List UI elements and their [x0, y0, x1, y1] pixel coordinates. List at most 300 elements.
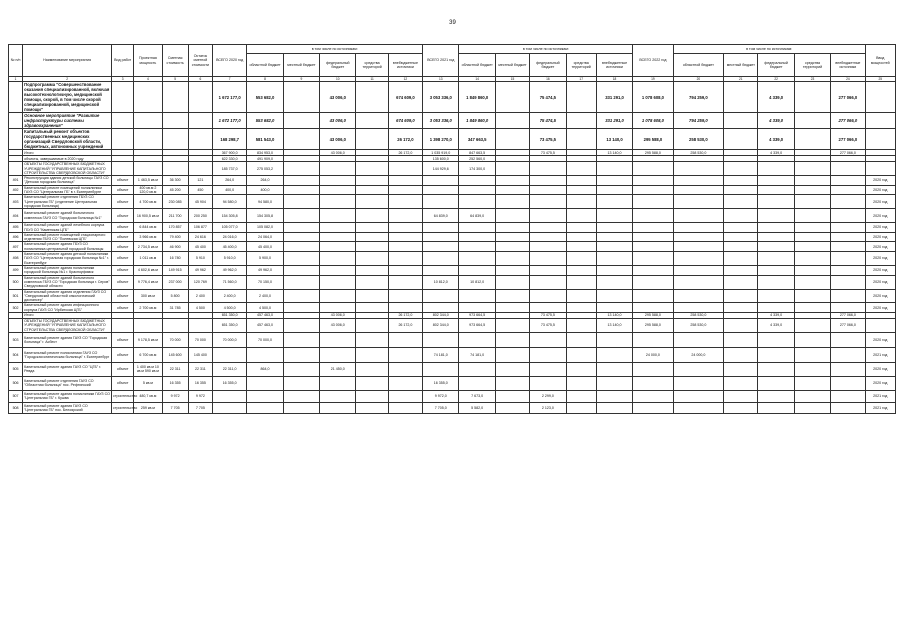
row-cell [530, 242, 566, 252]
row-cell [356, 162, 388, 176]
row-cell [283, 390, 319, 402]
row-cell: 3 966 кв.м [134, 232, 162, 242]
row-cell [566, 129, 596, 150]
row-cell [794, 362, 830, 376]
table-row [9, 347, 896, 362]
row-cell: объект [112, 223, 134, 233]
row-cell: строительство [112, 402, 134, 413]
row-cell [724, 332, 758, 347]
row-cell [356, 289, 388, 303]
row-cell [794, 332, 830, 347]
row-cell [356, 223, 388, 233]
row-cell [388, 402, 422, 413]
row-cell: 46 900 [162, 242, 188, 252]
row-cell [596, 209, 632, 223]
row-cell [495, 376, 529, 390]
row-cell: 26 172,0 [388, 150, 422, 156]
row-cell [724, 319, 758, 333]
row-cell [495, 289, 529, 303]
row-cell: 121 [188, 176, 212, 186]
row-cell [724, 209, 758, 223]
row-cell: 94 580,0 [213, 195, 247, 209]
row-number: 501 [9, 289, 23, 303]
row-number [9, 129, 23, 150]
row-cell: 258 530,0 [673, 129, 724, 150]
row-cell: 252 560,0 [459, 156, 495, 162]
row-cell [388, 176, 422, 186]
row-cell [673, 303, 724, 313]
column-index: 9 [283, 77, 319, 82]
row-cell [356, 129, 388, 150]
row-cell [596, 362, 632, 376]
row-cell: 168 298,7 [213, 129, 247, 150]
row-cell [320, 185, 356, 195]
row-cell [673, 289, 724, 303]
row-cell [673, 376, 724, 390]
row-cell [459, 303, 495, 313]
row-cell: 651 350,0 [213, 319, 247, 333]
table-row [9, 242, 896, 252]
row-cell: 2 400,0 [247, 289, 283, 303]
row-cell [724, 232, 758, 242]
table-row [9, 376, 896, 390]
row-cell: 75 474,5 [530, 113, 566, 129]
column-index: 2 [23, 77, 112, 82]
row-cell [758, 242, 794, 252]
row-cell: 2020 год [865, 275, 895, 289]
row-cell: 73 475,5 [530, 150, 566, 156]
row-name: Капитальный ремонт здания детской поликлиники ГАУЗ СО "Центральная городская больница №1" г. Екатеринбург [23, 252, 112, 266]
row-cell [283, 162, 319, 176]
table-row [9, 129, 896, 150]
row-cell [213, 402, 247, 413]
table-row [9, 185, 896, 195]
row-cell: 295 588,0 [633, 319, 673, 333]
row-cell: 367 900,0 [213, 150, 247, 156]
row-cell [831, 303, 865, 313]
column-index: 16 [530, 77, 566, 82]
column-index: 19 [633, 77, 673, 82]
row-cell [794, 129, 830, 150]
row-cell: 973 664,5 [459, 319, 495, 333]
row-cell [794, 232, 830, 242]
row-cell: 49 962,0 [213, 265, 247, 275]
row-cell [495, 332, 529, 347]
row-number [9, 319, 23, 333]
row-cell [794, 289, 830, 303]
row-cell: 105 082,0 [247, 223, 283, 233]
row-cell [566, 113, 596, 129]
row-cell: 277 066,0 [831, 319, 865, 333]
header-total-2020: ВСЕГО 2020 год [213, 45, 247, 77]
row-name: Капитальный ремонт помещений стационарного отделения ГБУЗ СО "Полевская ЦГБ" [23, 232, 112, 242]
row-cell [758, 185, 794, 195]
row-cell: 45 400,0 [213, 242, 247, 252]
row-cell [356, 332, 388, 347]
row-cell [459, 252, 495, 266]
row-cell [530, 185, 566, 195]
row-cell: 5 кв.м [134, 376, 162, 390]
row-cell: 13 140,0 [596, 313, 632, 319]
row-cell [530, 252, 566, 266]
row-cell [633, 195, 673, 209]
row-cell [530, 332, 566, 347]
row-cell [188, 129, 212, 150]
row-cell [283, 402, 319, 413]
row-cell: 2020 год [865, 232, 895, 242]
column-index: 8 [247, 77, 283, 82]
row-cell: 36 300 [162, 176, 188, 186]
table-row [9, 195, 896, 209]
row-cell [673, 242, 724, 252]
row-cell [758, 362, 794, 376]
row-cell [724, 275, 758, 289]
row-cell: 2020 год [865, 376, 895, 390]
row-cell [495, 347, 529, 362]
row-cell [724, 390, 758, 402]
row-cell [865, 129, 895, 150]
row-cell [388, 223, 422, 233]
column-index: 4 [134, 77, 162, 82]
row-name: Капитальный ремонт здания ГАУЗ СО "Городская больница" г. Асбест [23, 332, 112, 347]
row-cell [794, 162, 830, 176]
row-cell: 24 616 [188, 232, 212, 242]
row-cell [213, 347, 247, 362]
row-cell: 43 006,0 [320, 150, 356, 156]
column-index: 12 [388, 77, 422, 82]
row-cell: 94 580,0 [247, 195, 283, 209]
row-cell [596, 185, 632, 195]
row-cell: 22 311 [188, 362, 212, 376]
row-cell [566, 82, 596, 113]
table-row [9, 362, 896, 376]
row-cell [495, 185, 529, 195]
row-cell: 1 398 270,0 [423, 129, 459, 150]
row-cell [633, 223, 673, 233]
row-cell [388, 232, 422, 242]
row-cell: 4 339,0 [758, 113, 794, 129]
row-cell [794, 209, 830, 223]
row-name: Капитальный ремонт отделения ГБУЗ СО "Центральная ГБ" (отделение Центральная городская больница) [23, 195, 112, 209]
row-cell: 1 672 177,0 [213, 82, 247, 113]
row-cell: 2021 год [865, 390, 895, 402]
row-cell: 170 857 [162, 223, 188, 233]
row-cell [633, 232, 673, 242]
row-cell: 45 400 [188, 242, 212, 252]
sub-header: областной бюджет [459, 54, 495, 77]
row-cell: 9 776,4 кв.м [134, 275, 162, 289]
row-cell [320, 232, 356, 242]
row-cell [495, 223, 529, 233]
column-index: 24 [831, 77, 865, 82]
row-cell: 275 053,2 [247, 162, 283, 176]
row-number [9, 113, 23, 129]
row-cell [283, 347, 319, 362]
row-cell [283, 82, 319, 113]
row-cell [758, 390, 794, 402]
row-cell [633, 242, 673, 252]
row-cell [673, 265, 724, 275]
table-row [9, 402, 896, 413]
row-name: Итого [23, 150, 112, 156]
row-cell [188, 82, 212, 113]
column-index: 5 [162, 77, 188, 82]
row-cell: 2 700 кв.м [134, 303, 162, 313]
row-cell: 2 400 [188, 289, 212, 303]
row-cell [673, 402, 724, 413]
row-cell [566, 289, 596, 303]
column-index: 21 [724, 77, 758, 82]
row-cell [673, 332, 724, 347]
row-cell [188, 162, 212, 176]
row-name: Капитальный ремонт здания ГАУЗ СО "Центральная ГБ" пос. Белоярский [23, 402, 112, 413]
row-cell [247, 347, 283, 362]
row-cell [495, 303, 529, 313]
table-row [9, 82, 896, 113]
row-cell [633, 332, 673, 347]
row-cell: объект [112, 376, 134, 390]
row-number: 491 [9, 176, 23, 186]
row-cell [423, 176, 459, 186]
row-cell [495, 265, 529, 275]
row-cell: 9 178,5 кв.м [134, 332, 162, 347]
header-group-2022: в том числе по источникам: [673, 45, 865, 54]
column-index: 15 [495, 77, 529, 82]
row-cell [596, 289, 632, 303]
row-cell [794, 252, 830, 266]
row-cell [633, 303, 673, 313]
row-cell: 491 909,0 [247, 156, 283, 162]
row-cell [566, 162, 596, 176]
row-cell [530, 289, 566, 303]
row-cell: 26 172,0 [388, 313, 422, 319]
row-cell: 24 016,0 [213, 232, 247, 242]
row-cell [831, 275, 865, 289]
row-cell: 24 064,0 [247, 232, 283, 242]
row-cell [388, 347, 422, 362]
row-cell [633, 209, 673, 223]
row-cell: 24 000,0 [673, 347, 724, 362]
row-cell: 2020 год [865, 176, 895, 186]
row-cell [724, 289, 758, 303]
row-cell: 16 355,0 [423, 376, 459, 390]
row-cell [831, 376, 865, 390]
row-cell: 105 077,0 [213, 223, 247, 233]
row-cell [283, 362, 319, 376]
row-cell [320, 223, 356, 233]
row-cell: 13 140,0 [596, 129, 632, 150]
table-row [9, 113, 896, 129]
row-cell [356, 303, 388, 313]
row-cell: 2020 год [865, 223, 895, 233]
row-cell: 31 785 [162, 303, 188, 313]
sub-header: областной бюджет [247, 54, 283, 77]
row-cell [566, 347, 596, 362]
row-cell [596, 303, 632, 313]
row-cell [188, 113, 212, 129]
column-index: 1 [9, 77, 23, 82]
row-cell [673, 185, 724, 195]
row-cell: 7 705,0 [423, 402, 459, 413]
row-cell: 264,0 [247, 176, 283, 186]
header-group-2020: в том числе по источникам: [247, 45, 423, 54]
row-cell [831, 242, 865, 252]
row-cell: 5 582,0 [459, 402, 495, 413]
row-name: Капитальный ремонт здания поликлиники городской больницы №1 г. Красноуфимск [23, 265, 112, 275]
row-cell: объект [112, 242, 134, 252]
sub-header: внебюджетные источники [831, 54, 865, 77]
row-cell: 70 000 [162, 332, 188, 347]
row-cell: объект [112, 275, 134, 289]
table-row [9, 319, 896, 333]
row-cell [633, 176, 673, 186]
row-cell [633, 362, 673, 376]
row-cell [112, 162, 134, 176]
row-cell: 1 078 608,0 [633, 82, 673, 113]
row-name: Реконструкция здания детской больницы ГАУЗ СО "Детская городская больница" [23, 176, 112, 186]
row-cell [566, 242, 596, 252]
row-cell: 64 839,0 [423, 209, 459, 223]
row-cell: 480,7 кв.м [134, 390, 162, 402]
row-cell: объект [112, 265, 134, 275]
row-cell: 331 291,0 [596, 82, 632, 113]
row-cell [530, 232, 566, 242]
row-cell: 347 663,5 [459, 129, 495, 150]
row-cell [566, 195, 596, 209]
row-cell [566, 402, 596, 413]
row-cell [423, 303, 459, 313]
row-cell [530, 195, 566, 209]
row-cell: 295 588,0 [633, 313, 673, 319]
row-cell [758, 332, 794, 347]
row-cell [530, 176, 566, 186]
row-cell [283, 376, 319, 390]
row-cell: 802 344,0 [423, 319, 459, 333]
row-cell [459, 232, 495, 242]
row-cell [831, 402, 865, 413]
row-cell [724, 402, 758, 413]
row-cell [831, 252, 865, 266]
column-index: 11 [356, 77, 388, 82]
table-row [9, 303, 896, 313]
row-cell: 6 844 кв.м [134, 223, 162, 233]
table-row [9, 275, 896, 289]
row-cell [459, 289, 495, 303]
row-cell: 2020 год [865, 303, 895, 313]
row-cell [388, 376, 422, 390]
row-cell: 300 кв.м [134, 289, 162, 303]
row-cell: 331 291,0 [596, 113, 632, 129]
row-name: Основное мероприятие "Развитие инфраструктуры системы здравоохранения" [23, 113, 112, 129]
row-cell: 145 400 [188, 347, 212, 362]
row-cell [530, 209, 566, 223]
row-cell: 277 066,0 [831, 150, 865, 156]
row-cell [495, 113, 529, 129]
row-cell: 211 700 [162, 209, 188, 223]
row-cell: 1 035 919,0 [423, 150, 459, 156]
row-cell: 1 849 860,0 [459, 82, 495, 113]
budget-table [8, 44, 896, 414]
row-cell [283, 332, 319, 347]
row-cell [320, 376, 356, 390]
row-cell: 7 673,0 [459, 390, 495, 402]
row-cell [112, 82, 134, 113]
row-cell [794, 195, 830, 209]
row-cell: 581 543,0 [247, 129, 283, 150]
row-cell: 259 кв.м [134, 402, 162, 413]
row-cell [566, 319, 596, 333]
row-cell [794, 223, 830, 233]
sub-header: местный бюджет [724, 54, 758, 77]
row-cell [673, 275, 724, 289]
row-cell: 834 953,0 [247, 150, 283, 156]
row-cell [566, 232, 596, 242]
row-cell: 258 530,0 [673, 313, 724, 319]
row-name: Капитальный ремонт здания ГАУЗ СО "ЦГБ" г. Ревда [23, 362, 112, 376]
row-cell: 16 355 [188, 376, 212, 390]
row-cell: 2021 год [865, 347, 895, 362]
row-cell [423, 289, 459, 303]
row-name: Подпрограмма "Совершенствование оказания специализированной, включая высокотехнологичную, медицинской помощи, скорой, в том числе скорой специализированной, медицинской помощи" [23, 82, 112, 113]
row-cell: 2020 год [865, 209, 895, 223]
page-number: 39 [449, 20, 456, 26]
row-cell [388, 362, 422, 376]
row-number [9, 82, 23, 113]
row-cell [831, 332, 865, 347]
row-cell [758, 347, 794, 362]
row-cell [423, 362, 459, 376]
row-cell: 1 849 860,0 [459, 113, 495, 129]
row-cell [673, 176, 724, 186]
row-cell: 24 000,0 [633, 347, 673, 362]
row-cell: 794 259,0 [673, 113, 724, 129]
row-cell [495, 319, 529, 333]
row-cell [388, 162, 422, 176]
row-cell: 2020 год [865, 362, 895, 376]
table-row [9, 162, 896, 176]
row-cell [495, 232, 529, 242]
row-cell [633, 162, 673, 176]
row-number: 492 [9, 185, 23, 195]
row-number [9, 162, 23, 176]
row-cell [247, 402, 283, 413]
row-cell [596, 232, 632, 242]
column-index: 20 [673, 77, 724, 82]
row-number: 505 [9, 362, 23, 376]
row-cell: 794 259,0 [673, 82, 724, 113]
header-estimate: Сметная стоимость [162, 45, 188, 77]
row-cell [794, 347, 830, 362]
row-cell [530, 376, 566, 390]
row-cell [388, 242, 422, 252]
column-index: 7 [213, 77, 247, 82]
sub-header: местный бюджет [283, 54, 319, 77]
row-cell [356, 242, 388, 252]
row-cell [459, 376, 495, 390]
row-cell: 16 900,5 кв.м [134, 209, 162, 223]
row-cell: 45 904 [188, 195, 212, 209]
row-cell: 2 400,0 [213, 289, 247, 303]
row-cell [356, 82, 388, 113]
row-cell [530, 362, 566, 376]
row-cell [320, 195, 356, 209]
row-cell [247, 376, 283, 390]
row-cell: 154 305,8 [247, 209, 283, 223]
row-cell: 450 [188, 185, 212, 195]
row-cell [112, 319, 134, 333]
table-row [9, 390, 896, 402]
row-cell: 75 474,5 [530, 82, 566, 113]
